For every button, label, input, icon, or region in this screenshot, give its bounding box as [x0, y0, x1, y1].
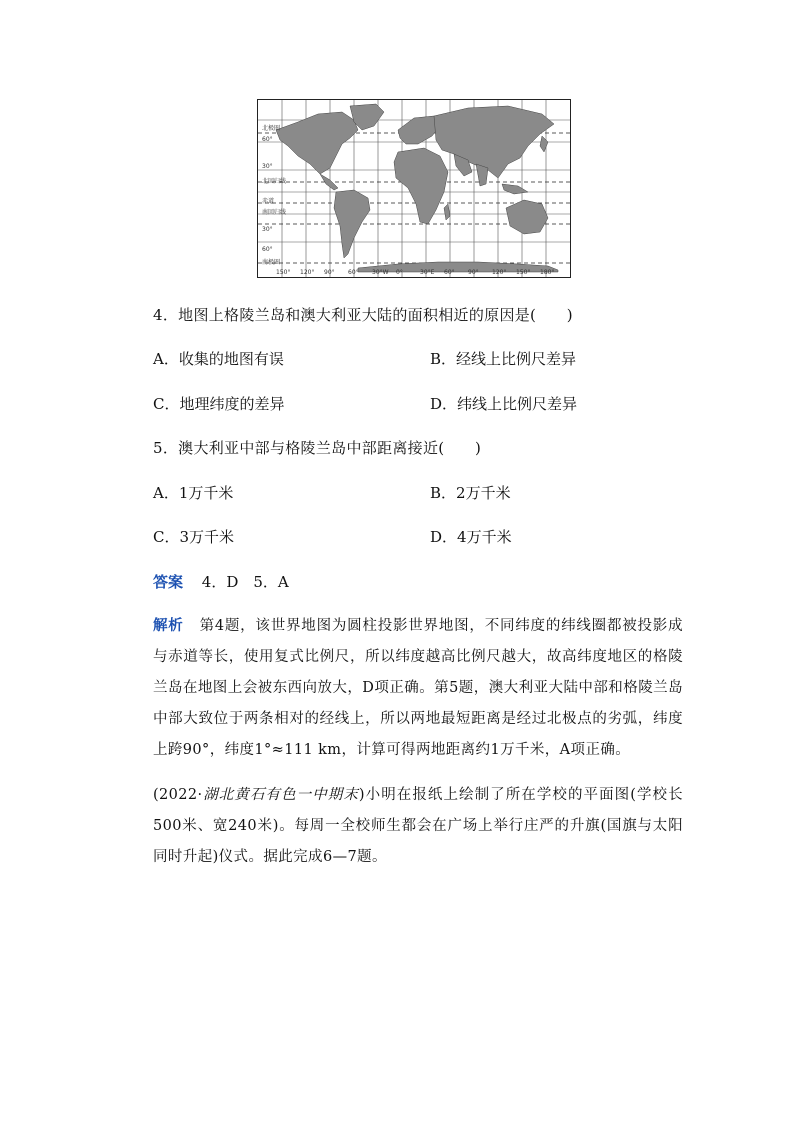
question-5-option-d: D．4万千米	[430, 528, 512, 546]
tropic-of-capricorn-label: 南回归线	[262, 209, 287, 216]
world-map-graphic	[258, 100, 570, 277]
longitude-label: 90°	[468, 269, 479, 276]
equator-label: 赤道	[262, 198, 275, 205]
question-4-option-c: C．地理纬度的差异	[153, 395, 285, 413]
question-5-stem: 5．澳大利亚中部与格陵兰岛中部距离接近( )	[153, 439, 482, 457]
antarctic-circle-label: 南极圈	[262, 259, 281, 266]
longitude-label: 180°	[540, 269, 555, 276]
answer-label: 答案	[153, 573, 184, 591]
answer-line	[153, 571, 289, 592]
arctic-circle-label: 北极圈	[262, 125, 281, 132]
question-5-option-a: A．1万千米	[153, 484, 234, 502]
longitude-label: 150°	[276, 269, 291, 276]
lat-60s-label: 60°	[262, 246, 273, 253]
intro-text: )小明在报纸上绘制了所在学校的平面图(学校长500米、宽240米)。每周一全校师生都会在广场上举行庄严的升旗(国旗与太阳同时升起)仪式。据此完成6—7题。	[153, 787, 683, 865]
longitude-label: 30°E	[420, 269, 435, 276]
longitude-label: 120°	[300, 269, 315, 276]
intro-paragraph	[153, 780, 683, 873]
longitude-label: 90°	[324, 269, 335, 276]
question-4-option-d: D．纬线上比例尺差异	[430, 395, 578, 413]
longitude-label: 60°	[444, 269, 455, 276]
lat-30s-label: 30°	[262, 226, 273, 233]
question-5-option-b: B．2万千米	[430, 484, 511, 502]
longitude-label: 150°	[516, 269, 531, 276]
lat-60n-label: 60°	[262, 136, 273, 143]
longitude-label: 0°	[396, 269, 403, 276]
tropic-of-cancer-label: 北回归线	[262, 178, 287, 185]
analysis-label: 解析	[153, 617, 184, 634]
question-5-option-c: C．3万千米	[153, 528, 235, 546]
question-4-option-b: B．经线上比例尺差异	[430, 350, 577, 368]
longitude-label: 60°	[348, 269, 359, 276]
world-map-figure	[257, 99, 571, 278]
intro-open: (2022·	[153, 787, 203, 803]
lat-30n-label: 30°	[262, 163, 273, 170]
analysis-text: 第4题，该世界地图为圆柱投影世界地图，不同纬度的纬线圈都被投影成与赤道等长，使用复式比例尺，所以纬度越高比例尺越大，故高纬度地区的格陵兰岛在地图上会被东西向放大，D项正确。第5题，澳大利亚大陆中部和格陵兰岛中部大致位于两条相对的经线上，所以两地最短距离是经过北极点的劣弧，纬度上跨90°，纬度1°≈111 km，计算可得两地距离约1万千米，A项正确。	[153, 618, 683, 758]
question-4-option-a: A．收集的地图有误	[153, 350, 284, 368]
longitude-label: 120°	[492, 269, 507, 276]
longitude-label: 30°W	[372, 269, 389, 276]
intro-source: 湖北黄石有色一中期末	[202, 787, 359, 803]
answer-text: 4．D 5．A	[201, 573, 289, 591]
question-4-stem: 4．地图上格陵兰岛和澳大利亚大陆的面积相近的原因是( )	[153, 306, 573, 324]
analysis-paragraph	[153, 610, 683, 766]
